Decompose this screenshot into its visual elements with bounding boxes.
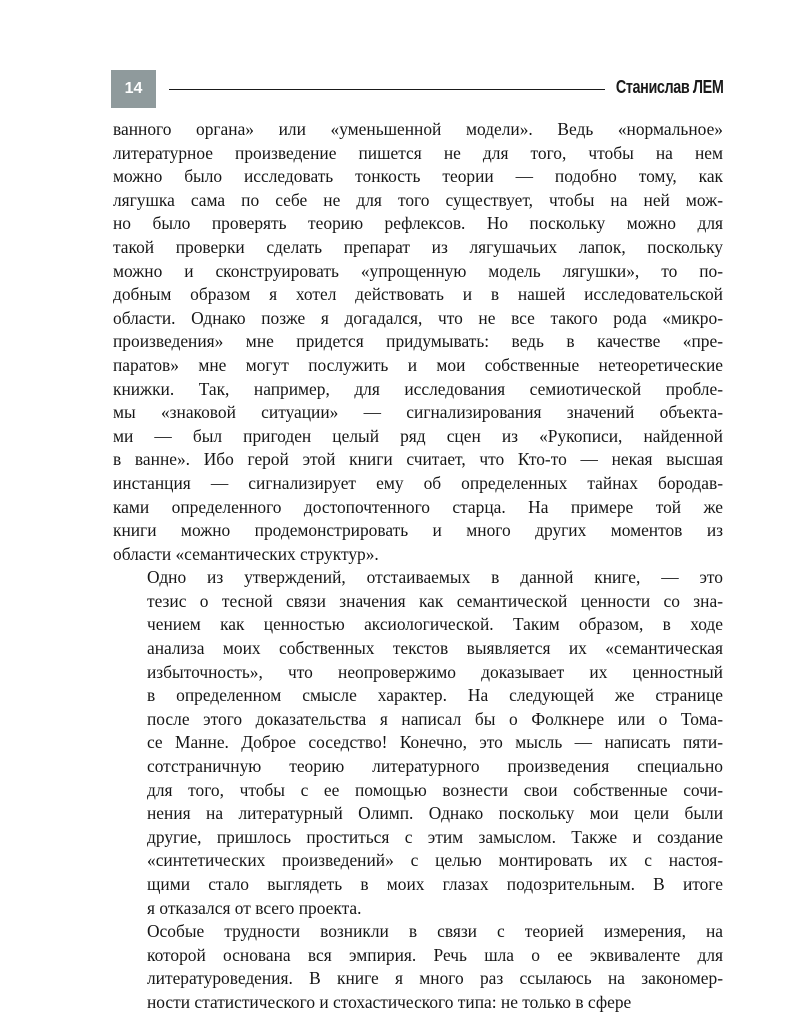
text-line: Особые трудности возникли в связи с теорией измерения, на	[147, 921, 723, 942]
paragraph	[113, 118, 723, 566]
text-line: которой основана вся эмпирия. Речь шла о ее эквиваленте для	[147, 944, 723, 965]
text-line: добным образом я хотел действовать и в нашей исследовательской	[113, 284, 723, 305]
text-line: сотстраничную теорию литературного произведения специально	[147, 756, 723, 777]
text-line: литературное произведение пишется не для того, чтобы на нем	[113, 142, 723, 163]
text-line: другие, пришлось проститься с этим замыслом. Также и создание	[147, 826, 723, 847]
text-line: избыточность», что неопровержимо доказывает их ценностный	[147, 661, 723, 682]
text-line: инстанция — сигнализирует ему об определенных тайнах бородав-	[113, 472, 723, 493]
text-line: «синтетических произведений» с целью монтировать их с настоя-	[147, 850, 723, 871]
text-line: ности статистического и стохастического типа: не только в сфере	[147, 991, 632, 1012]
text-line: в определенном смысле характер. На следующей же странице	[147, 685, 723, 706]
text-line: после этого доказательства я написал бы о Фолкнере или о Тома-	[147, 708, 723, 729]
text-line: произведения» мне придется придумывать: ведь в качестве «пре-	[113, 331, 723, 352]
text-line: лягушка сама по себе не для того существует, чтобы на ней мож-	[113, 189, 723, 210]
text-line: я отказался от всего проекта.	[147, 897, 362, 918]
page-number: 14	[111, 70, 156, 108]
text-line: области «семантических структур».	[113, 543, 379, 564]
paragraph	[113, 920, 723, 1014]
text-line: ванного органа» или «уменьшенной модели». Ведь «нормальное»	[113, 119, 723, 139]
page-header	[111, 70, 723, 108]
running-title: Станислав ЛЕМ	[615, 77, 723, 97]
text-line: мы «знаковой ситуации» — сигнализирования значений объекта-	[113, 402, 723, 423]
text-line: тезис о тесной связи значения как семантической ценности со зна-	[147, 590, 723, 611]
header-rule	[169, 89, 605, 90]
text-line: се Манне. Доброе соседство! Конечно, это мысль — написать пяти-	[147, 732, 723, 753]
text-line: ками определенного достопочтенного старца. На примере той же	[113, 496, 723, 517]
text-line: области. Однако позже я догадался, что не все такого рода «микро-	[113, 307, 723, 328]
text-line: ми — был пригоден целый ряд сцен из «Рукописи, найденной	[113, 425, 723, 446]
text-line: щими стало выглядеть в моих глазах подозрительным. В итоге	[147, 874, 723, 894]
text-line: для того, чтобы с ее помощью вознести свои собственные сочи-	[147, 779, 723, 800]
text-line: анализа моих собственных текстов выявляется их «семантическая	[147, 638, 723, 659]
paragraph	[113, 566, 723, 920]
text-line: в ванне». Ибо герой этой книги считает, что Кто-то — некая высшая	[113, 449, 723, 470]
body-text	[113, 118, 723, 1015]
text-line: можно и сконструировать «упрощенную модель лягушки», то по-	[113, 260, 723, 281]
text-line: книжки. Так, например, для исследования семиотической пробле-	[113, 378, 723, 399]
text-line: нения на литературный Олимп. Однако поскольку мои цели были	[147, 803, 723, 824]
text-line: но было проверять теорию рефлексов. Но поскольку можно для	[113, 213, 723, 234]
text-line: можно было исследовать тонкость теории — подобно тому, как	[113, 166, 723, 187]
text-line: такой проверки сделать препарат из лягушачьих лапок, поскольку	[113, 236, 723, 257]
text-line: литературоведения. В книге я много раз ссылаюсь на закономер-	[147, 968, 723, 989]
text-line: паратов» мне могут послужить и мои собственные нетеоретические	[113, 354, 723, 375]
text-line: Одно из утверждений, отстаиваемых в данной книге, — это	[147, 567, 723, 588]
text-line: чением как ценностью аксиологической. Таким образом, в ходе	[147, 614, 723, 635]
text-line: книги можно продемонстрировать и много других моментов из	[113, 520, 723, 541]
